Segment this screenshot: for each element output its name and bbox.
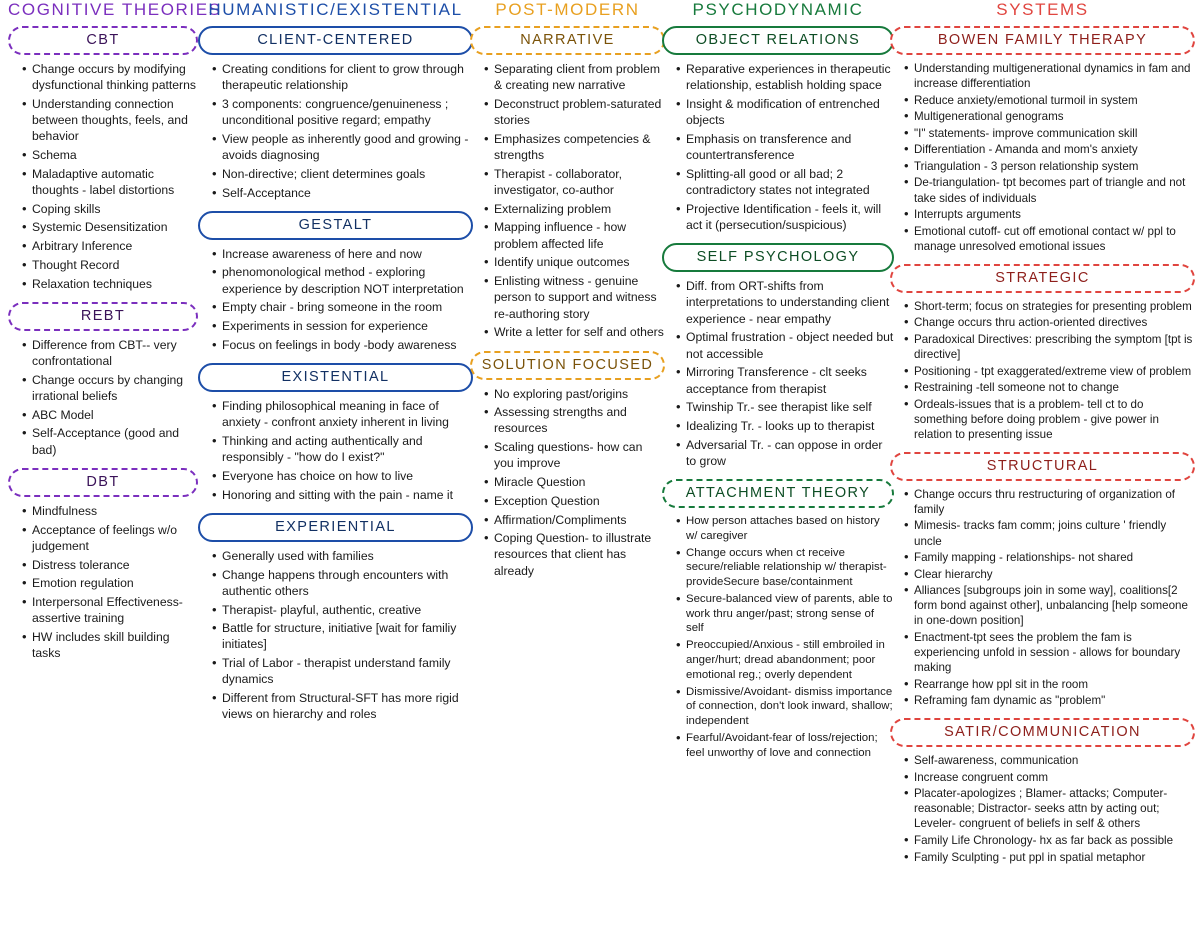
list-cbt	[8, 61, 198, 292]
list-item: • Assessing strengths and resources	[484, 404, 665, 436]
group-bowen-family-therapy	[890, 26, 1195, 254]
list-item: • Maladaptive automatic thoughts - label distortions	[22, 166, 198, 198]
list-item: • Change occurs by modifying dysfunctional thinking patterns	[22, 61, 198, 93]
list-item: • Increase awareness of here and now	[212, 246, 473, 262]
list-item: • Mimesis- tracks fam comm; joins culture ' friendly uncle	[904, 518, 1195, 548]
group-label-attachment-theory: ATTACHMENT THEORY	[662, 479, 894, 508]
list-item: • Change happens through encounters with authentic others	[212, 567, 473, 599]
list-item: • Change occurs when ct receive secure/reliable relationship w/ therapist- provideSecure base/containment	[676, 546, 894, 590]
list-item: • Focus on feelings in body -body awareness	[212, 337, 473, 353]
list-item: • Enlisting witness - genuine person to support and witness re-authoring story	[484, 273, 665, 322]
list-item: • Mapping influence - how problem affected life	[484, 219, 665, 251]
list-item: • Honoring and sitting with the pain - name it	[212, 487, 473, 503]
list-item: • Ordeals-issues that is a problem- tell ct to do something before doing problem - give power in relation to presenting issue	[904, 397, 1195, 442]
group-label-experiential: EXPERIENTIAL	[198, 513, 473, 542]
group-label-self-psychology: SELF PSYCHOLOGY	[662, 243, 894, 272]
list-item: • Experiments in session for experience	[212, 318, 473, 334]
group-label-structural: STRUCTURAL	[890, 452, 1195, 481]
list-item: • Finding philosophical meaning in face of anxiety - confront anxiety inherent in living	[212, 398, 473, 430]
list-item: • Generally used with families	[212, 548, 473, 564]
list-satir-communication	[890, 753, 1195, 864]
group-label-dbt: DBT	[8, 468, 198, 497]
list-item: • Enactment-tpt sees the problem the fam is experiencing unfold in session - allows for boundary making	[904, 630, 1195, 675]
list-item: • Separating client from problem & creating new narrative	[484, 61, 665, 93]
list-item: • Battle for structure, initiative [wait for familiy initiates]	[212, 620, 473, 652]
group-label-satir-communication: SATIR/COMMUNICATION	[890, 718, 1195, 747]
list-item: • "I" statements- improve communication skill	[904, 126, 1195, 141]
group-attachment-theory	[662, 479, 894, 760]
list-item: • Splitting-all good or all bad; 2 contradictory states not integrated	[676, 166, 894, 198]
group-cbt	[8, 26, 198, 292]
list-item: • Placater-apologizes ; Blamer- attacks; Computer-reasonable; Distractor- seeks attn by acting out; Leveler- congruent of beliefs in self & others	[904, 786, 1195, 831]
group-gestalt	[198, 211, 473, 353]
list-solution-focused	[470, 386, 665, 579]
group-solution-focused	[470, 351, 665, 579]
column-systems	[890, 0, 1195, 875]
group-label-narrative: NARRATIVE	[470, 26, 665, 55]
column-humanistic-existential	[198, 0, 473, 733]
list-item: • Twinship Tr.- see therapist like self	[676, 399, 894, 415]
column-title-cognitive: COGNITIVE THEORIES	[8, 0, 222, 19]
list-item: • Arbitrary Inference	[22, 238, 198, 254]
list-item: • Change occurs by changing irrational beliefs	[22, 372, 198, 404]
group-label-cbt: CBT	[8, 26, 198, 55]
list-item: • Emotional cutoff- cut off emotional contact w/ ppl to manage unresolved emotional issues	[904, 224, 1195, 254]
group-strategic	[890, 264, 1195, 442]
list-item: • How person attaches based on history w/ caregiver	[676, 514, 894, 543]
list-item: • Write a letter for self and others	[484, 324, 665, 340]
list-item: • Understanding multigenerational dynamics in fam and increase differentiation	[904, 61, 1195, 91]
list-item: • Acceptance of feelings w/o judgement	[22, 522, 198, 554]
list-item: • Positioning - tpt exaggerated/extreme view of problem	[904, 364, 1195, 379]
group-rebt	[8, 302, 198, 458]
list-item: • De-triangulation- tpt becomes part of triangle and not take sides of individuals	[904, 175, 1195, 205]
list-item: • Therapist - collaborator, investigator, co-author	[484, 166, 665, 198]
list-item: • Self-awareness, communication	[904, 753, 1195, 768]
list-item: • Difference from CBT-- very confrontational	[22, 337, 198, 369]
list-item: • Self-Acceptance	[212, 185, 473, 201]
list-item: • Deconstruct problem-saturated stories	[484, 96, 665, 128]
list-bowen-family-therapy	[890, 61, 1195, 254]
list-item: • Preoccupied/Anxious - still embroiled in anger/hurt; dread abandonment; poor emotional reg.; overly dependent	[676, 638, 894, 682]
list-item: • Idealizing Tr. - looks up to therapist	[676, 418, 894, 434]
list-item: • Differentiation - Amanda and mom's anxiety	[904, 142, 1195, 157]
group-existential	[198, 363, 473, 503]
column-title-post-modern: POST-MODERN	[495, 0, 640, 19]
list-item: • Non-directive; client determines goals	[212, 166, 473, 182]
list-item: • Emotion regulation	[22, 575, 198, 591]
group-experiential	[198, 513, 473, 723]
list-item: • Externalizing problem	[484, 201, 665, 217]
list-item: • Dismissive/Avoidant- dismiss importance of connection, don't look inward, shallow; independent	[676, 685, 894, 729]
list-narrative	[470, 61, 665, 341]
list-item: • Family Sculpting - put ppl in spatial metaphor	[904, 850, 1195, 865]
group-object-relations	[662, 26, 894, 233]
list-item: • HW includes skill building tasks	[22, 629, 198, 661]
list-item: • View people as inherently good and growing - avoids diagnosing	[212, 131, 473, 163]
list-item: • Scaling questions- how can you improve	[484, 439, 665, 471]
group-label-object-relations: OBJECT RELATIONS	[662, 26, 894, 55]
list-item: • ABC Model	[22, 407, 198, 423]
list-experiential	[198, 548, 473, 723]
list-item: • Secure-balanced view of parents, able to work thru anger/past; strong sense of self	[676, 592, 894, 636]
group-client-centered	[198, 26, 473, 201]
list-item: • Schema	[22, 147, 198, 163]
list-item: • Systemic Desensitization	[22, 219, 198, 235]
list-item: • Interpersonal Effectiveness- assertive training	[22, 594, 198, 626]
group-label-bowen-family-therapy: BOWEN FAMILY THERAPY	[890, 26, 1195, 55]
group-label-existential: EXISTENTIAL	[198, 363, 473, 392]
list-item: • No exploring past/origins	[484, 386, 665, 402]
list-item: • Empty chair - bring someone in the room	[212, 299, 473, 315]
list-item: • Insight & modification of entrenched objects	[676, 96, 894, 128]
column-title-systems: SYSTEMS	[996, 0, 1089, 19]
group-self-psychology	[662, 243, 894, 469]
list-item: • Understanding connection between thoughts, feels, and behavior	[22, 96, 198, 145]
list-structural	[890, 487, 1195, 708]
list-item: • Distress tolerance	[22, 557, 198, 573]
list-item: • phenomonological method - exploring experience by description NOT interpretation	[212, 264, 473, 296]
list-item: • Miracle Question	[484, 474, 665, 490]
group-narrative	[470, 26, 665, 341]
list-item: • Change occurs thru action-oriented directives	[904, 315, 1195, 330]
list-item: • Projective Identification - feels it, will act it (persecution/suspicious)	[676, 201, 894, 233]
list-item: • Rearrange how ppl sit in the room	[904, 677, 1195, 692]
list-item: • Interrupts arguments	[904, 207, 1195, 222]
list-item: • Relaxation techniques	[22, 276, 198, 292]
group-label-solution-focused: SOLUTION FOCUSED	[470, 351, 665, 380]
list-item: • Paradoxical Directives: prescribing the symptom [tpt is directive]	[904, 332, 1195, 362]
list-item: • Family Life Chronology- hx as far back as possible	[904, 833, 1195, 848]
list-item: • Reparative experiences in therapeutic relationship, establish holding space	[676, 61, 894, 93]
list-item: • Diff. from ORT-shifts from interpretations to understanding client experience - near empathy	[676, 278, 894, 327]
list-item: • Thought Record	[22, 257, 198, 273]
list-item: • Therapist- playful, authentic, creative	[212, 602, 473, 618]
column-title-humanistic: HUMANISTIC/EXISTENTIAL	[208, 0, 463, 19]
list-item: • Identify unique outcomes	[484, 254, 665, 270]
list-item: • Triangulation - 3 person relationship system	[904, 159, 1195, 174]
group-label-client-centered: CLIENT-CENTERED	[198, 26, 473, 55]
group-structural	[890, 452, 1195, 708]
list-item: • Alliances [subgroups join in some way], coalitions[2 form bond against other], unbalancing [help someone in one-down position]	[904, 583, 1195, 628]
list-item: • Mirroring Transference - clt seeks acceptance from therapist	[676, 364, 894, 396]
list-existential	[198, 398, 473, 503]
list-item: • Reframing fam dynamic as "problem"	[904, 693, 1195, 708]
list-item: • Multigenerational genograms	[904, 109, 1195, 124]
list-gestalt	[198, 246, 473, 353]
list-object-relations	[662, 61, 894, 233]
column-psychodynamic	[662, 0, 894, 770]
list-item: • Optimal frustration - object needed but not accessible	[676, 329, 894, 361]
list-dbt	[8, 503, 198, 661]
group-label-rebt: REBT	[8, 302, 198, 331]
list-item: • Change occurs thru restructuring of organization of family	[904, 487, 1195, 517]
list-item: • 3 components: congruence/genuineness ; unconditional positive regard; empathy	[212, 96, 473, 128]
group-label-strategic: STRATEGIC	[890, 264, 1195, 293]
list-item: • Self-Acceptance (good and bad)	[22, 425, 198, 457]
list-item: • Short-term; focus on strategies for presenting problem	[904, 299, 1195, 314]
list-item: • Everyone has choice on how to live	[212, 468, 473, 484]
column-post-modern	[470, 0, 665, 589]
list-rebt	[8, 337, 198, 458]
group-satir-communication	[890, 718, 1195, 864]
group-label-gestalt: GESTALT	[198, 211, 473, 240]
list-item: • Fearful/Avoidant-fear of loss/rejection; feel unworthy of love and connection	[676, 731, 894, 760]
list-item: • Increase congruent comm	[904, 770, 1195, 785]
list-item: • Creating conditions for client to grow through therapeutic relationship	[212, 61, 473, 93]
group-dbt	[8, 468, 198, 661]
list-attachment-theory	[662, 514, 894, 760]
list-item: • Thinking and acting authentically and responsibly - "how do I exist?"	[212, 433, 473, 465]
list-item: • Restraining -tell someone not to change	[904, 380, 1195, 395]
list-item: • Adversarial Tr. - can oppose in order to grow	[676, 437, 894, 469]
list-item: • Affirmation/Compliments	[484, 512, 665, 528]
list-item: • Clear hierarchy	[904, 567, 1195, 582]
list-strategic	[890, 299, 1195, 442]
list-client-centered	[198, 61, 473, 201]
list-item: • Trial of Labor - therapist understand family dynamics	[212, 655, 473, 687]
list-item: • Reduce anxiety/emotional turmoil in system	[904, 93, 1195, 108]
list-item: • Emphasis on transference and countertransference	[676, 131, 894, 163]
list-item: • Exception Question	[484, 493, 665, 509]
list-item: • Different from Structural-SFT has more rigid views on hierarchy and roles	[212, 690, 473, 722]
column-cognitive-theories	[8, 0, 222, 671]
list-item: • Emphasizes competencies & strengths	[484, 131, 665, 163]
list-self-psychology	[662, 278, 894, 469]
list-item: • Coping skills	[22, 201, 198, 217]
list-item: • Family mapping - relationships- not shared	[904, 550, 1195, 565]
list-item: • Coping Question- to illustrate resources that client has already	[484, 530, 665, 579]
column-title-psychodynamic: PSYCHODYNAMIC	[692, 0, 864, 19]
list-item: • Mindfulness	[22, 503, 198, 519]
